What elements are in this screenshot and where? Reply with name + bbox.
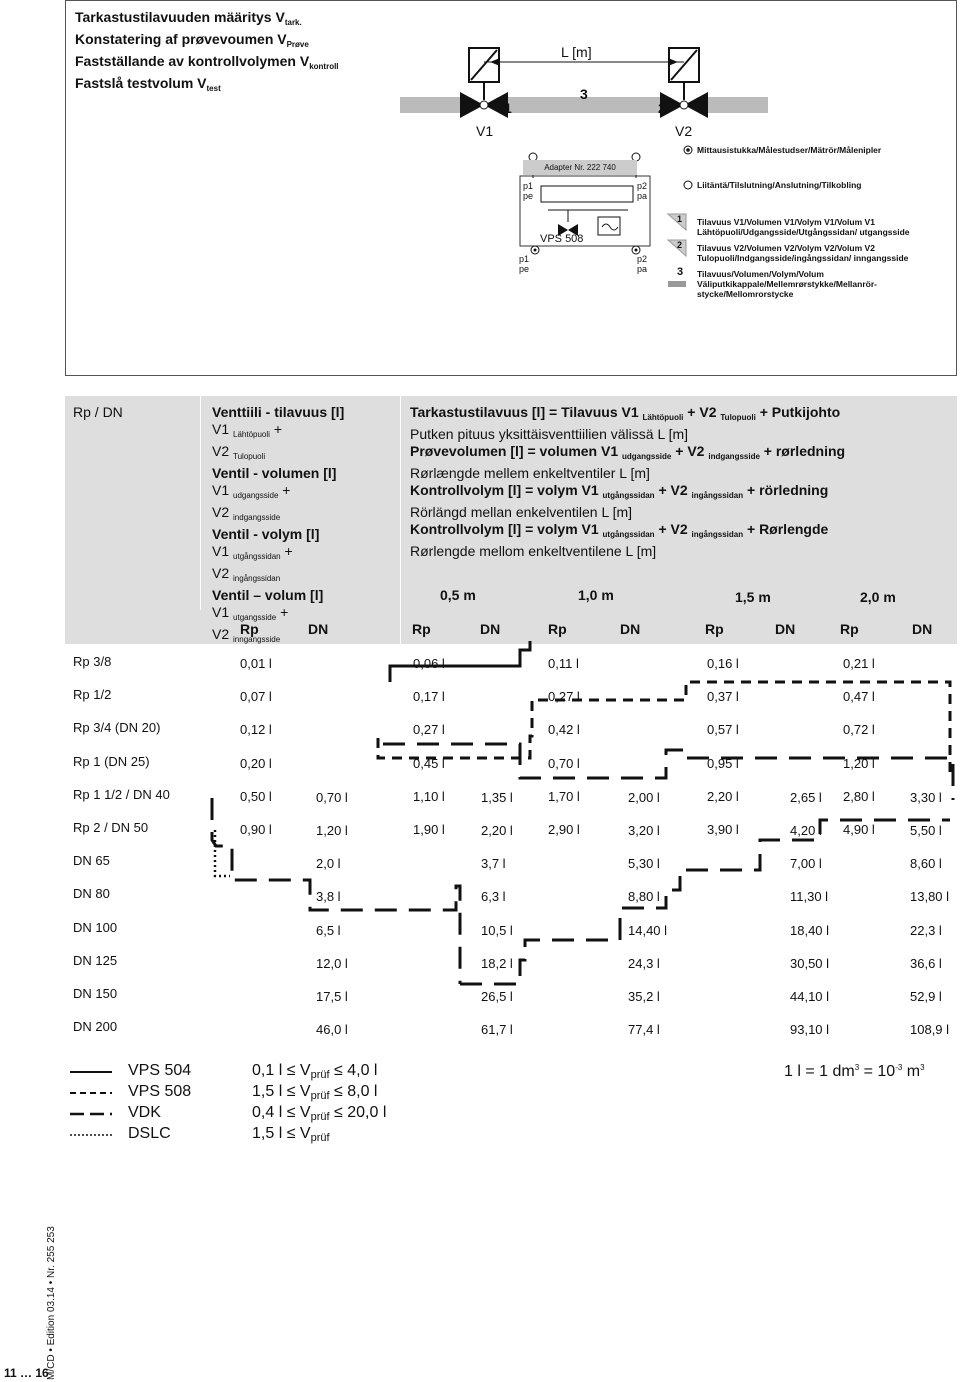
p2-lower: p2: [637, 254, 648, 264]
table-cell: 36,6 l: [910, 956, 942, 971]
length-label: L [m]: [561, 44, 592, 60]
table-cell: 0,06 l: [413, 656, 445, 671]
table-cell: 2,0 l: [316, 856, 341, 871]
pe-upper: pe: [523, 191, 534, 201]
table-cell: 17,5 l: [316, 989, 348, 1004]
row-label: DN 150: [73, 986, 118, 1001]
table-cell: 7,00 l: [790, 856, 822, 871]
table-cell: 2,65 l: [790, 790, 822, 805]
table-cell: 0,16 l: [707, 656, 739, 671]
valve-v1-label: V1: [476, 123, 494, 139]
table-cell: 0,70 l: [316, 790, 348, 805]
connection-icon: [684, 181, 692, 189]
table-cell: 0,11 l: [548, 656, 579, 671]
row-label: DN 100: [73, 920, 118, 935]
p1-lower: p1: [519, 254, 530, 264]
badge-2-number: 2: [677, 240, 683, 250]
item-3-text: Tilavuus/Volumen/Volym/Volum Väliputkikappale/Mellemrørstykke/Mellanrör- stycke/Mellomrorstycke: [697, 269, 877, 299]
table-cell: 1,90 l: [413, 822, 445, 837]
col-header-dn: DN: [480, 621, 501, 637]
col-header-rp: Rp: [548, 621, 567, 637]
badge-3-icon: [668, 281, 686, 287]
col-header-dn: DN: [912, 621, 933, 637]
col-header-dn: DN: [775, 621, 796, 637]
table-cell: 0,37 l: [707, 689, 739, 704]
table-cell: 2,00 l: [628, 790, 660, 805]
row-label: DN 65: [73, 853, 110, 868]
diagram-title: Tarkastustilavuuden määritys $V_{tark.}$ Konstatering af prøvevoumen $V_{Prøve}$ Fastställande av kontrollvolymen $V_{kontroll}$ Fastslå testvolum $V_{test}$: [75, 9, 339, 93]
pipe-number: 3: [580, 86, 588, 102]
table-cell: 0,45 l: [413, 756, 445, 771]
pa-upper: pa: [637, 191, 648, 201]
vps-label: VPS 508: [540, 233, 584, 245]
pa-lower: pa: [637, 264, 648, 274]
table-cell: 26,5 l: [481, 989, 513, 1004]
row-label: Rp 1 1/2 / DN 40: [73, 787, 170, 802]
row-label: DN 200: [73, 1019, 118, 1034]
table-cell: 93,10 l: [790, 1022, 830, 1037]
table-cell: 0,50 l: [240, 789, 272, 804]
table-cell: 1,10 l: [413, 789, 445, 804]
p1-upper: p1: [523, 181, 534, 191]
page-number: 11 … 16: [4, 1366, 49, 1380]
row-label: Rp 3/4 (DN 20): [73, 720, 161, 735]
row-label: Rp 1 (DN 25): [73, 754, 150, 769]
col-header-dn: DN: [308, 621, 329, 637]
table-cell: 3,20 l: [628, 823, 660, 838]
table-cell: 0,95 l: [707, 756, 739, 771]
device-range-outlines: [0, 640, 960, 1060]
table-cell: 1,20 l: [843, 756, 875, 771]
legend-range: 0,4 $l \le V_{prüf} \le 20,0$ l: [252, 1104, 387, 1123]
unit-conversion: 1 l = 1 $dm^3 = 10^{-3}$ $m^3$: [784, 1063, 925, 1080]
table-cell: 2,90 l: [548, 822, 580, 837]
row-label: Rp 2 / DN 50: [73, 820, 149, 835]
row-label: DN 80: [73, 886, 110, 901]
legend-line-samples: [66, 1060, 126, 1152]
table-cell: 1,20 l: [316, 823, 348, 838]
legend-device-name: VPS 504: [128, 1062, 192, 1079]
table-cell: 11,30 l: [790, 889, 829, 904]
col-header-rp: Rp: [840, 621, 859, 637]
table-cell: 2,80 l: [843, 789, 875, 804]
legend-device-name: VPS 508: [128, 1083, 192, 1100]
table-cell: 4,90 l: [843, 822, 875, 837]
table-cell: 44,10 l: [790, 989, 830, 1004]
table-cell: 1,35 l: [481, 790, 513, 805]
legend-range: 0,1 $l \le V_{prüf} \le 4,0$ l: [252, 1062, 378, 1081]
table-cell: 5,30 l: [628, 856, 660, 871]
table-cell: 24,3 l: [628, 956, 660, 971]
table-cell: 46,0 l: [316, 1022, 348, 1037]
adapter-label: Adapter Nr. 222 740: [523, 160, 637, 175]
item-1-text: Tilavuus V1/Volumen V1/Volym V1/Volum V1 Lähtöpuoli/Udgangsside/Utgångssidan/ utgangsside: [697, 217, 910, 237]
table-cell: 18,40 l: [790, 923, 830, 938]
length-0-5: 0,5 m: [440, 587, 476, 603]
table-cell: 0,47 l: [843, 689, 875, 704]
table-cell: 6,3 l: [481, 889, 506, 904]
edition-text: M/CD • Edition 03.14 • Nr. 255 253: [46, 1226, 57, 1380]
row-label: DN 125: [73, 953, 118, 968]
table-cell: 0,57 l: [707, 722, 739, 737]
table-cell: 10,5 l: [481, 923, 513, 938]
legend-connect-text: Liitäntä/Tilslutning/Anslutning/Tilkobling: [697, 180, 862, 190]
table-cell: 0,90 l: [240, 822, 272, 837]
table-cell: 3,90 l: [707, 822, 739, 837]
length-2-0: 2,0 m: [860, 589, 896, 605]
table-cell: 52,9 l: [910, 989, 942, 1004]
table-cell: 8,80 l: [628, 889, 660, 904]
test-volume-formula: Tarkastustilavuus [l] = Tilavuus V1 $_{Lähtöpuoli}$ + V2 $_{Tulopuoli}$ + Putkijohto Putken pituus yksittäisventtiilien välissä L [m] Prøvevolumen [l] = volumen V1 $_{udgangsside}$ + V2 $_{indgangsside}$ + rørledning Rørlængde mellem enkeltventiler L [m] Kontrollvolym [l] = volym V1 $_{utgångssidan}$ + V2 $_{ingångssidan}$ + rörledning Rörlängd mellan enkelventilen L [m] Kontrollvolym [l] = volym V1 $_{utgångssidan}$ + V2 $_{ingångssidan}$ + Rørlengde Rørlengde mellom enkeltventilene L [m]: [410, 404, 846, 559]
col-header-rp: Rp: [412, 621, 431, 637]
p2-upper: p2: [637, 181, 648, 191]
table-cell: 0,07 l: [240, 689, 272, 704]
legend-device-name: VDK: [128, 1104, 161, 1121]
table-cell: 0,20 l: [240, 756, 272, 771]
table-cell: 0,27 l: [548, 689, 580, 704]
pe-lower: pe: [519, 264, 530, 274]
table-cell: 61,7 l: [481, 1022, 513, 1037]
item-2-text: Tilavuus V2/Volumen V2/Volym V2/Volum V2 Tulopuoli/Indgangsside/ingångssidan/ inngangsside: [697, 243, 909, 263]
table-cell: 35,2 l: [628, 989, 660, 1004]
length-1-0: 1,0 m: [578, 587, 614, 603]
table-cell: 8,60 l: [910, 856, 942, 871]
table-cell: 30,50 l: [790, 956, 830, 971]
table-cell: 0,70 l: [548, 756, 580, 771]
table-cell: 0,42 l: [548, 722, 580, 737]
legend-measure-text: Mittausistukka/Målestudser/Mätrör/Målenipler: [697, 145, 882, 155]
legend-range: 1,5 $l \le V_{prüf} \le 8,0$ l: [252, 1083, 378, 1102]
table-cell: 13,80 l: [910, 889, 950, 904]
table-cell: 0,12 l: [240, 722, 272, 737]
table-cell: 77,4 l: [628, 1022, 660, 1037]
valve-v2-label: V2: [675, 123, 693, 139]
table-cell: 4,20 l: [790, 823, 822, 838]
table-cell: 22,3 l: [910, 923, 942, 938]
node-1: 1: [504, 100, 512, 116]
col-header-rp: Rp: [705, 621, 724, 637]
table-cell: 14,40 l: [628, 923, 668, 938]
badge-3-number: 3: [677, 266, 684, 278]
table-cell: 3,7 l: [481, 856, 506, 871]
node-2: 2: [658, 100, 666, 116]
table-cell: 0,72 l: [843, 722, 875, 737]
table-cell: 2,20 l: [481, 823, 513, 838]
badge-1-number: 1: [677, 214, 683, 224]
row-label: Rp 1/2: [73, 687, 112, 702]
table-cell: 12,0 l: [316, 956, 348, 971]
table-cell: 0,17 l: [413, 689, 445, 704]
table-cell: 5,50 l: [910, 823, 942, 838]
table-cell: 0,01 l: [240, 656, 272, 671]
legend-device-name: DSLC: [128, 1125, 171, 1142]
table-cell: 2,20 l: [707, 789, 739, 804]
rp-dn-header: Rp / DN: [73, 404, 123, 420]
table-cell: 3,30 l: [910, 790, 942, 805]
valve-volume-header: Venttiili - tilavuus [l] V1 $_{Lähtöpuoli}$ + V2 $_{Tulopuoli}$ Ventil - volumen [l] V1 $_{udgangsside}$ + V2 $_{indgangsside}$ Ventil - volym [l] V1 $_{utgångssidan}$ + V2 $_{ingångssidan}$ Ventil – volum [l] V1 $_{utgangsside}$ + V2 $_{inngangsside}$: [212, 404, 345, 644]
table-cell: 3,8 l: [316, 889, 341, 904]
table-cell: 108,9 l: [910, 1022, 950, 1037]
legend-range: 1,5 $l \le V_{prüf}$: [252, 1125, 330, 1144]
length-1-5: 1,5 m: [735, 589, 771, 605]
table-cell: 0,21 l: [843, 656, 875, 671]
table-cell: 6,5 l: [316, 923, 341, 938]
col-header-dn: DN: [620, 621, 641, 637]
table-cell: 18,2 l: [481, 956, 513, 971]
table-cell: 0,27 l: [413, 722, 445, 737]
table-cell: 1,70 l: [548, 789, 580, 804]
row-label: Rp 3/8: [73, 654, 112, 669]
col-header-rp: Rp: [240, 621, 259, 637]
